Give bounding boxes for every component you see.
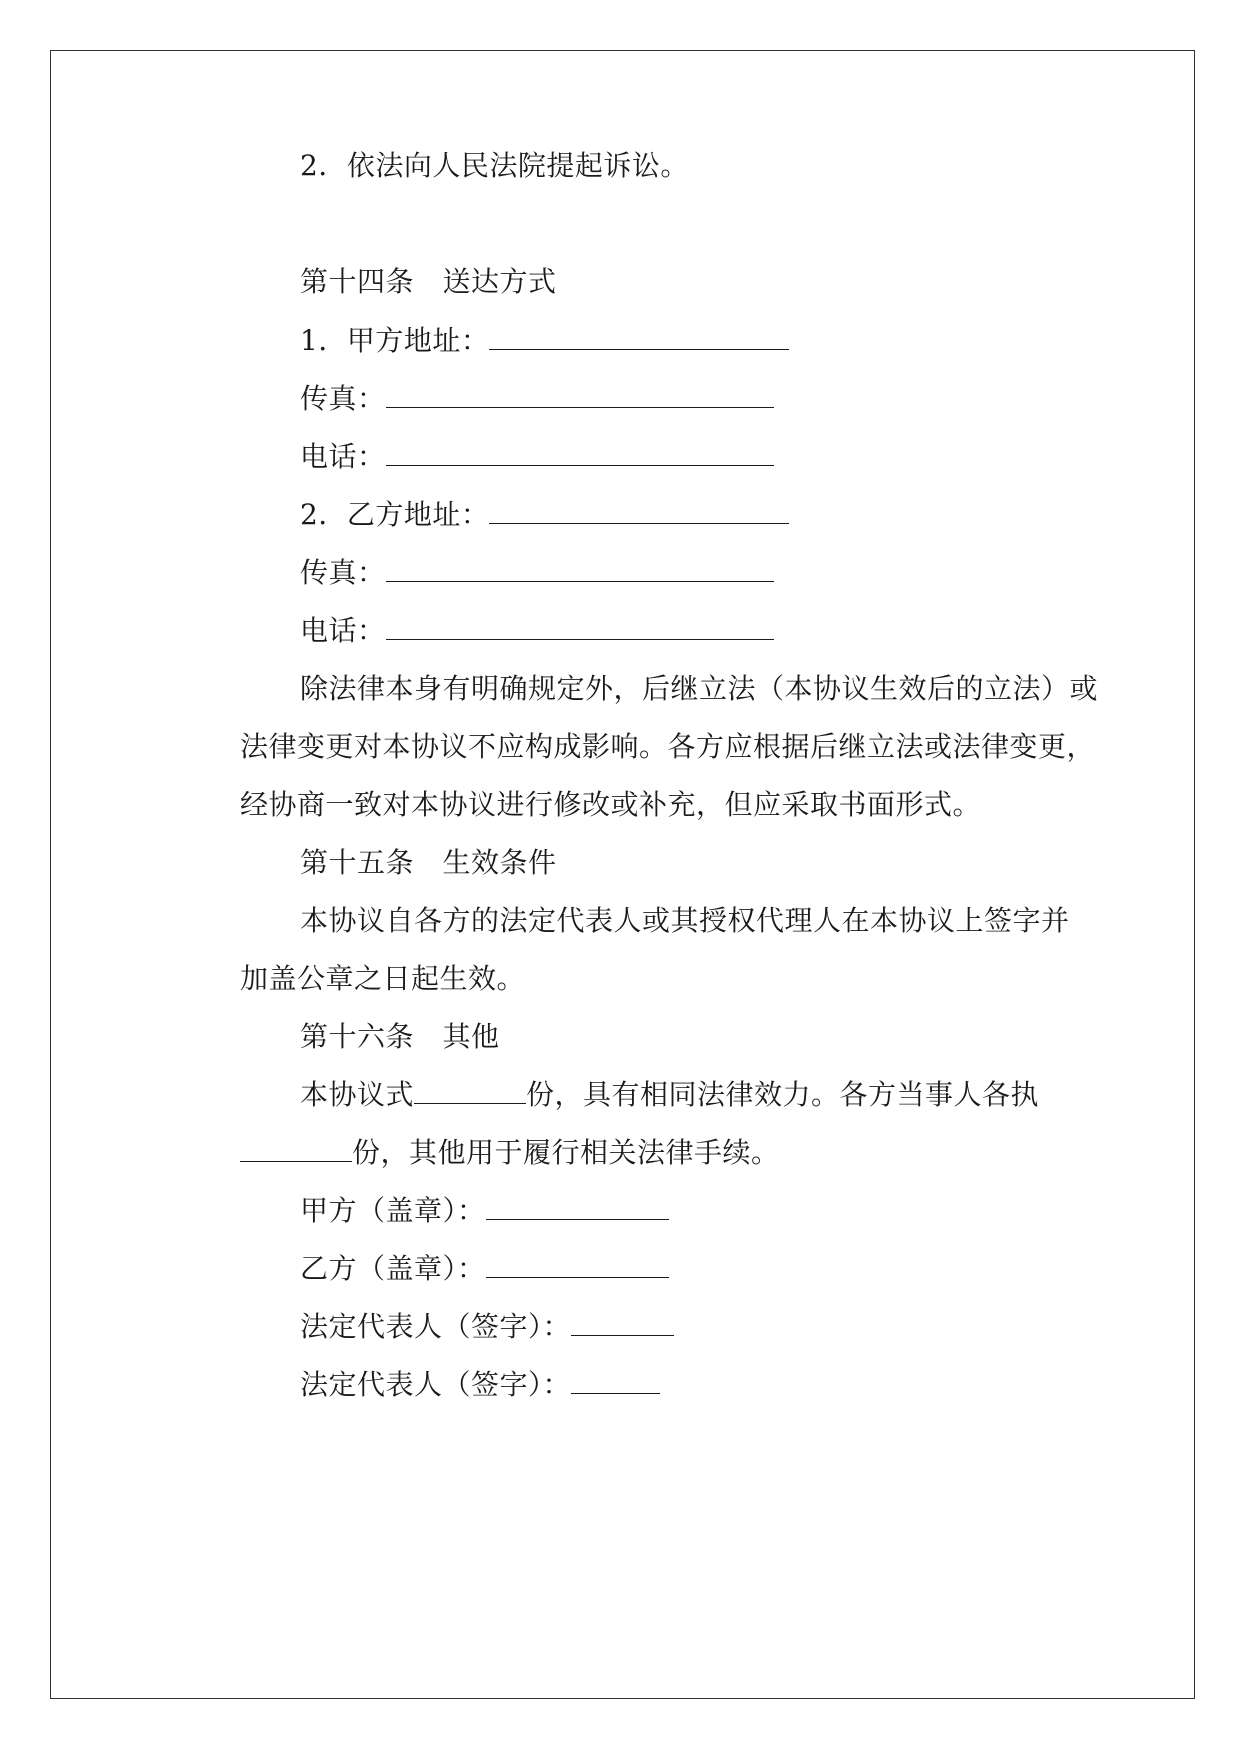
party-a-fax-row (51, 382, 1194, 416)
party-b-seal-blank[interactable] (486, 1255, 669, 1278)
heading-text: 第十六条 其他 (300, 1020, 500, 1053)
field-label: 乙方（盖章）： (300, 1252, 486, 1285)
field-label: 电话： (300, 440, 386, 473)
party-a-fax-blank[interactable] (386, 385, 774, 408)
legal-rep-signature-row (51, 1310, 1194, 1344)
party-a-seal-blank[interactable] (486, 1197, 669, 1220)
page-border (50, 50, 1195, 1699)
party-a-phone-row (51, 440, 1194, 474)
paragraph-text: 法律变更对本协议不应构成影响。各方应根据后继立法或法律变更， (240, 730, 1096, 763)
copies-each-blank[interactable] (240, 1139, 352, 1162)
paragraph-text: 经协商一致对本协议进行修改或补充，但应采取书面形式。 (240, 788, 982, 821)
article-16-heading (51, 1020, 1194, 1054)
legal-rep-signature-row (51, 1368, 1194, 1402)
paragraph-text: 份，具有相同法律效力。各方当事人各执 (526, 1078, 1040, 1111)
legal-rep-signature-blank[interactable] (571, 1313, 674, 1336)
paragraph-line (51, 788, 1194, 822)
party-b-address-row (51, 498, 1194, 532)
copies-paragraph-line (51, 1136, 1194, 1170)
field-label: 法定代表人（签字）： (300, 1310, 572, 1343)
heading-text: 第十四条 送达方式 (300, 265, 557, 298)
article-15-heading (51, 846, 1194, 880)
paragraph-line (51, 672, 1194, 706)
paragraph-line (51, 962, 1194, 996)
field-label: 法定代表人（签字）： (300, 1368, 572, 1401)
paragraph-text: 本协议式 (300, 1078, 415, 1111)
party-b-phone-blank[interactable] (386, 617, 774, 640)
copies-count-blank[interactable] (414, 1081, 526, 1104)
paragraph-text: 本协议自各方的法定代表人或其授权代理人在本协议上签字并 (300, 904, 1070, 937)
paragraph-text: 除法律本身有明确规定外，后继立法（本协议生效后的立法）或 (300, 672, 1099, 705)
field-label: 电话： (300, 614, 386, 647)
field-label: 甲方（盖章）： (300, 1194, 486, 1227)
field-label: 1．甲方地址： (300, 324, 490, 357)
party-b-fax-blank[interactable] (386, 559, 774, 582)
paragraph-line (51, 904, 1194, 938)
article-14-heading (51, 265, 1194, 299)
party-a-seal-row (51, 1194, 1194, 1228)
clause-text: 2．依法向人民法院提起诉讼。 (300, 149, 689, 182)
paragraph-line (51, 730, 1194, 764)
field-label: 2．乙方地址： (300, 498, 490, 531)
party-b-phone-row (51, 614, 1194, 648)
paragraph-text: 份，其他用于履行相关法律手续。 (352, 1136, 780, 1169)
clause-item-2-litigation (51, 149, 1194, 183)
party-b-address-blank[interactable] (489, 501, 789, 524)
heading-text: 第十五条 生效条件 (300, 846, 557, 879)
field-label: 传真： (300, 556, 386, 589)
party-a-address-blank[interactable] (489, 327, 789, 350)
legal-rep-signature-blank[interactable] (571, 1371, 660, 1394)
field-label: 传真： (300, 382, 386, 415)
party-b-seal-row (51, 1252, 1194, 1286)
copies-paragraph-line (51, 1078, 1194, 1112)
party-b-fax-row (51, 556, 1194, 590)
party-a-phone-blank[interactable] (386, 443, 774, 466)
paragraph-text: 加盖公章之日起生效。 (240, 962, 526, 995)
party-a-address-row (51, 324, 1194, 358)
